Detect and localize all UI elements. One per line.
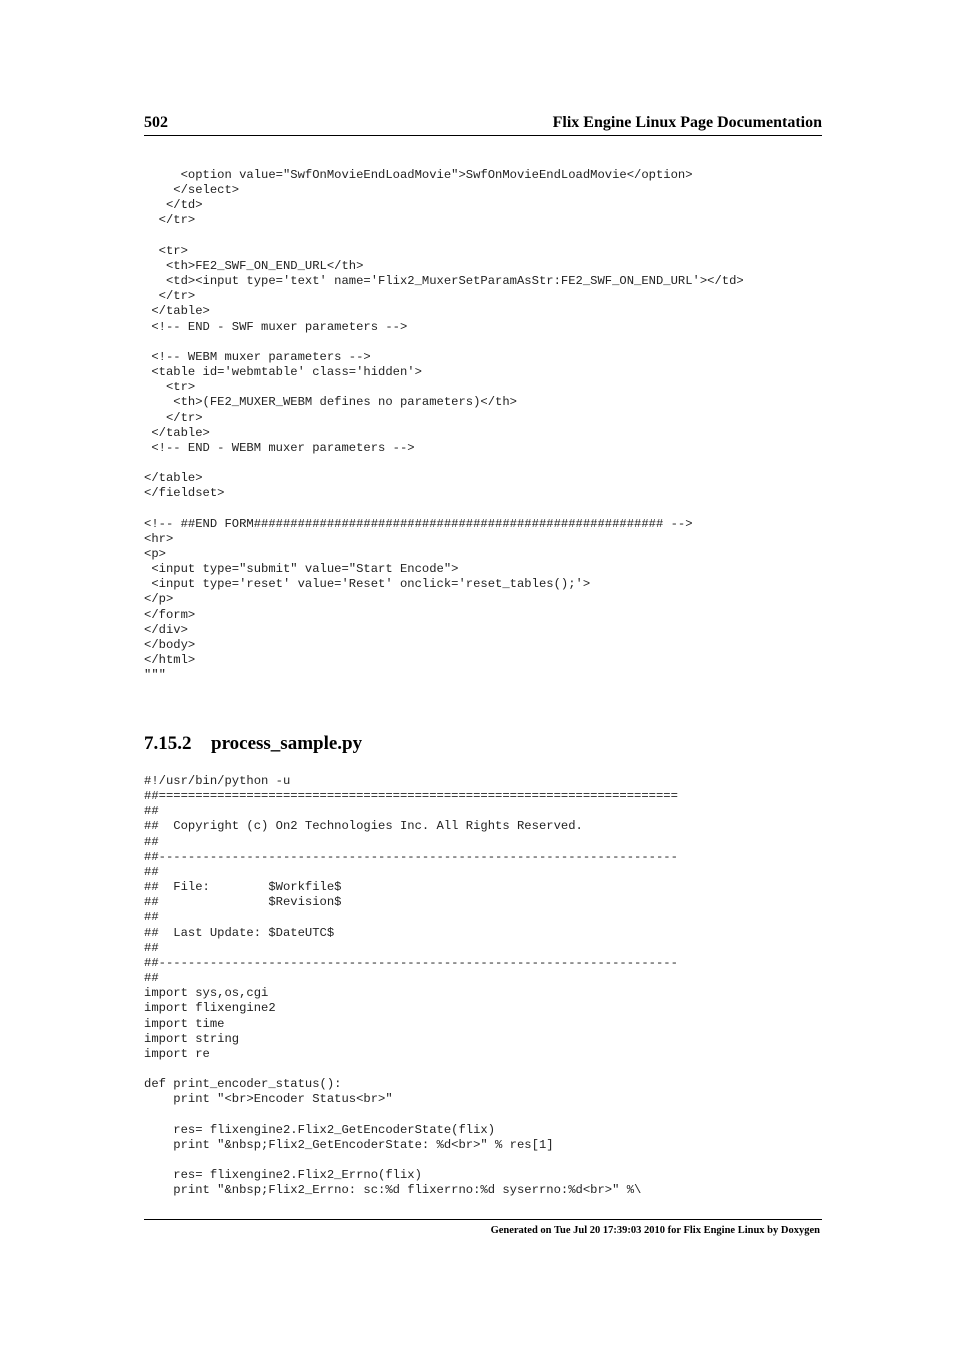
code-line: ## $Revision$: [144, 895, 342, 910]
page-header: [144, 113, 822, 136]
code-line: ##: [144, 804, 159, 819]
code-line: </select>: [144, 183, 240, 198]
code-line: </tr>: [144, 410, 203, 425]
code-line: <th>(FE2_MUXER_WEBM defines no parameters)</th>: [144, 395, 517, 410]
code-line: </p>: [144, 592, 174, 607]
code-line: res= flixengine2.Flix2_GetEncoderState(flix): [144, 1122, 496, 1137]
code-line: ## Last Update: $DateUTC$: [144, 925, 335, 940]
code-line: ##-----------------------------------------------------------------------: [144, 955, 678, 970]
code-line: </form>: [144, 607, 196, 622]
page-number: 502: [144, 114, 168, 131]
code-line: print "&nbsp;Flix2_GetEncoderState: %d<br>" % res[1]: [144, 1137, 554, 1152]
code-line: ##: [144, 971, 159, 986]
code-line: <tr>: [144, 380, 196, 395]
code-line: import string: [144, 1031, 240, 1046]
code-line: <td><input type='text' name='Flix2_MuxerSetParamAsStr:FE2_SWF_ON_END_URL'></td>: [144, 274, 744, 289]
footer-rule: [144, 1219, 822, 1220]
code-line: ##-----------------------------------------------------------------------: [144, 849, 678, 864]
code-line: </html>: [144, 653, 196, 667]
code-line: ## File: $Workfile$: [144, 880, 342, 895]
code-line: <table id='webmtable' class='hidden'>: [144, 365, 422, 380]
code-line: #!/usr/bin/python -u: [144, 774, 291, 788]
code-line: <!-- WEBM muxer parameters -->: [144, 349, 371, 364]
code-line: import sys,os,cgi: [144, 986, 269, 1001]
code-line: def print_encoder_status():: [144, 1077, 342, 1092]
code-line: import time: [144, 1016, 225, 1031]
code-line: ##: [144, 940, 159, 955]
code-line: """: [144, 668, 166, 683]
code-line: import re: [144, 1046, 210, 1061]
code-line: res= flixengine2.Flix2_Errno(flix): [144, 1168, 422, 1183]
code-block-html: [144, 168, 744, 683]
code-line: <!-- END - WEBM muxer parameters -->: [144, 440, 415, 455]
section-title: process_sample.py: [211, 733, 363, 754]
code-line: <!-- END - SWF muxer parameters -->: [144, 319, 408, 334]
code-line: <th>FE2_SWF_ON_END_URL</th>: [144, 258, 364, 273]
code-line: ##: [144, 864, 159, 879]
code-line: <input type='reset' value='Reset' onclick='reset_tables();'>: [144, 577, 591, 592]
code-line: </td>: [144, 198, 203, 213]
code-line: <p>: [144, 546, 166, 561]
page-header-title: Flix Engine Linux Page Documentation: [552, 114, 822, 131]
section-number: 7.15.2: [144, 733, 192, 754]
code-line: <input type="submit" value="Start Encode">: [144, 562, 459, 577]
code-line: ##=======================================================================: [144, 789, 678, 804]
code-line: <tr>: [144, 243, 188, 258]
code-line: </table>: [144, 304, 210, 319]
code-block-python: [144, 774, 678, 1198]
code-line: <!-- ##END FORM######################################################## -->: [144, 516, 693, 531]
code-line: </body>: [144, 637, 196, 652]
code-line: ##: [144, 910, 159, 925]
page-footer: Generated on Tue Jul 20 17:39:03 2010 for Flix Engine Linux by Doxygen: [490, 1225, 820, 1236]
code-line: import flixengine2: [144, 1001, 276, 1016]
code-line: <hr>: [144, 531, 174, 546]
code-line: </table>: [144, 425, 210, 440]
code-line: ## Copyright (c) On2 Technologies Inc. All Rights Reserved.: [144, 819, 583, 834]
code-line: print "&nbsp;Flix2_Errno: sc:%d flixerrno:%d syserrno:%d<br>" %\: [144, 1183, 642, 1198]
code-line: </div>: [144, 622, 188, 637]
code-line: print "<br>Encoder Status<br>": [144, 1092, 393, 1107]
code-line: ##: [144, 834, 159, 849]
code-line: </tr>: [144, 289, 196, 304]
code-line: </tr>: [144, 213, 196, 228]
code-line: </fieldset>: [144, 486, 225, 501]
section-heading: [144, 733, 362, 755]
code-line: <option value="SwfOnMovieEndLoadMovie">SwfOnMovieEndLoadMovie</option>: [144, 168, 693, 182]
code-line: </table>: [144, 471, 203, 486]
